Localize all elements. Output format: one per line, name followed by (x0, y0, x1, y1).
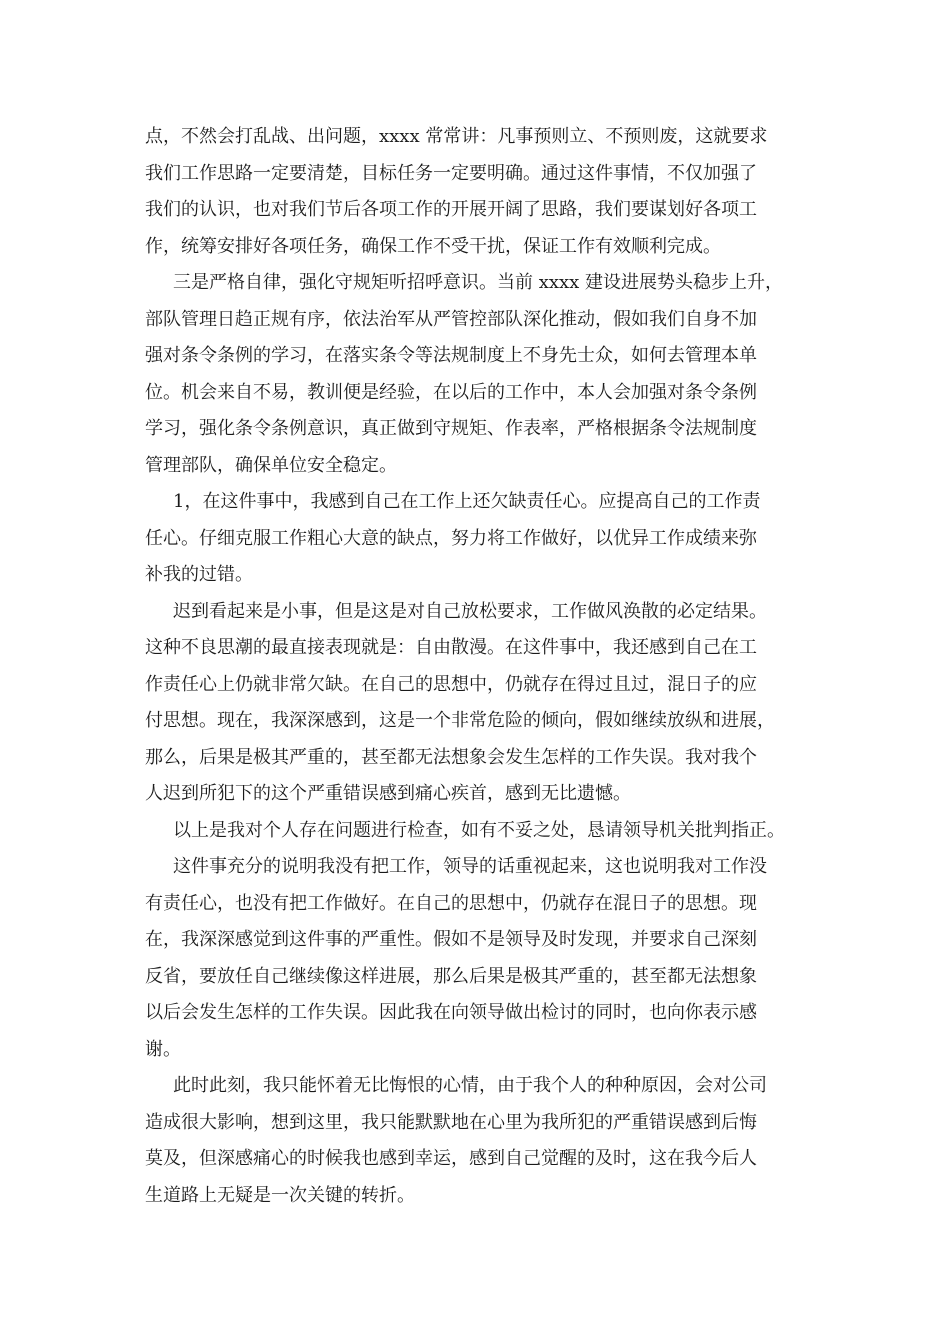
text-line: 位。机会来自不易，教训便是经验，在以后的工作中，本人会加强对条令条例 (145, 381, 757, 403)
text-line: 造成很大影响，想到这里，我只能默默地在心里为我所犯的严重错误感到后悔 (145, 1111, 757, 1133)
text-line: 这种不良思潮的最直接表现就是：自由散漫。在这件事中，我还感到自己在工 (145, 637, 757, 658)
paragraph (145, 265, 825, 484)
text-line: 作，统筹安排好各项任务，确保工作不受干扰，保证工作有效顺利完成。 (145, 235, 721, 257)
text-line: 人迟到所犯下的这个严重错误感到痛心疾首，感到无比遗憾。 (145, 783, 631, 804)
text-line: 生道路上无疑是一次关键的转折。 (145, 1184, 415, 1206)
paragraph (145, 1068, 825, 1214)
text-line: 1，在这件事中，我感到自己在工作上还欠缺责任心。应提高自己的工作责 (173, 491, 761, 512)
text-line: 以上是我对个人存在问题进行检查，如有不妥之处，恳请领导机关批判指正。 (173, 819, 785, 841)
text-line: 付思想。现在，我深深感到，这是一个非常危险的倾向，假如继续放纵和进展， (145, 710, 775, 731)
text-line: 三是严格自律，强化守规矩听招呼意识。当前 xxxx 建设进展势头稳步上升， (173, 272, 784, 293)
paragraph (145, 119, 825, 265)
text-line: 任心。仔细克服工作粗心大意的缺点，努力将工作做好，以优异工作成绩来弥 (145, 527, 757, 549)
text-line: 点，不然会打乱战、出问题，xxxx 常常讲：凡事预则立、不预则废，这就要求 (145, 126, 768, 147)
text-line: 作责任心上仍就非常欠缺。在自己的思想中，仍就存在得过且过，混日子的应 (145, 673, 757, 695)
paragraph (145, 813, 825, 850)
text-line: 我们的认识，也对我们节后各项工作的开展开阔了思路，我们要谋划好各项工 (145, 199, 757, 220)
text-line: 谢。 (145, 1038, 181, 1060)
text-line: 学习，强化条令条例意识，真正做到守规矩、作表率，严格根据条令法规制度 (145, 418, 757, 439)
text-line: 补我的过错。 (145, 564, 253, 585)
text-line: 在，我深深感觉到这件事的严重性。假如不是领导及时发现，并要求自己深刻 (145, 929, 757, 950)
document-body (145, 119, 825, 1214)
text-line: 莫及，但深感痛心的时候我也感到幸运，感到自己觉醒的及时，这在我今后人 (145, 1148, 757, 1169)
text-line: 有责任心，也没有把工作做好。在自己的思想中，仍就存在混日子的思想。现 (145, 892, 757, 914)
text-line: 我们工作思路一定要清楚，目标任务一定要明确。通过这件事情，不仅加强了 (145, 162, 757, 184)
text-line: 这件事充分的说明我没有把工作，领导的话重视起来，这也说明我对工作没 (173, 856, 767, 877)
text-line: 管理部队，确保单位安全稳定。 (145, 454, 397, 476)
text-line: 反省，要放任自己继续像这样进展，那么后果是极其严重的，甚至都无法想象 (145, 965, 757, 987)
text-line: 以后会发生怎样的工作失误。因此我在向领导做出检讨的同时，也向你表示感 (145, 1002, 757, 1023)
text-line: 那么，后果是极其严重的，甚至都无法想象会发生怎样的工作失误。我对我个 (145, 746, 757, 768)
text-line: 此时此刻，我只能怀着无比悔恨的心情，由于我个人的种种原因，会对公司 (173, 1075, 767, 1096)
paragraph (145, 594, 825, 813)
paragraph (145, 484, 825, 594)
text-line: 部队管理日趋正规有序，依法治军从严管控部队深化推动，假如我们自身不加 (145, 308, 757, 330)
text-line: 强对条令条例的学习，在落实条令等法规制度上不身先士众，如何去管理本单 (145, 345, 757, 366)
text-line: 迟到看起来是小事，但是这是对自己放松要求，工作做风涣散的必定结果。 (173, 600, 767, 622)
paragraph (145, 849, 825, 1068)
